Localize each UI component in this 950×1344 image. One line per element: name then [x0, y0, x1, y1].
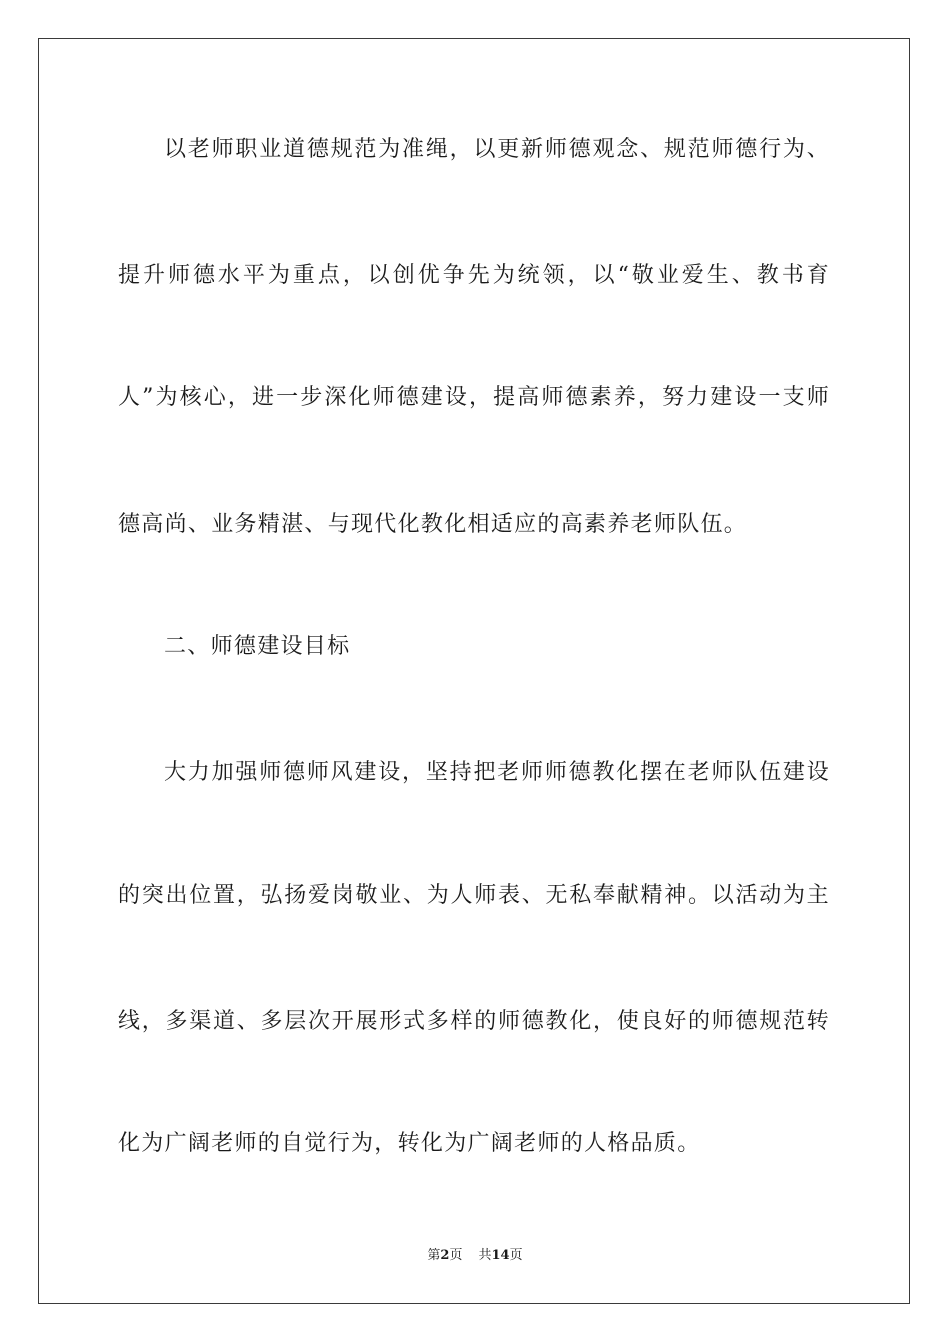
- paragraph-2-line-2: 的突出位置，弘扬爱岗敬业、为人师表、无私奉献精神。以活动为主: [118, 883, 830, 908]
- total-pages: 14: [491, 1248, 510, 1263]
- section-heading: 二、师德建设目标: [164, 634, 351, 659]
- total-prefix: 共: [478, 1248, 492, 1263]
- paragraph-1-line-3: 人”为核心，进一步深化师德建设，提高师德素养，努力建设一支师: [118, 385, 830, 410]
- paragraph-1-line-2: 提升师德水平为重点，以创优争先为统领，以“敬业爱生、教书育: [118, 263, 830, 288]
- page-footer: [0, 1247, 950, 1265]
- page-border: [38, 38, 910, 1304]
- paragraph-2-line-4: 化为广阔老师的自觉行为，转化为广阔老师的人格品质。: [118, 1131, 701, 1156]
- page-prefix: 第: [427, 1248, 441, 1263]
- total-suffix: 页: [509, 1248, 523, 1263]
- paragraph-1-line-1: 以老师职业道德规范为准绳，以更新师德观念、规范师德行为、: [164, 137, 830, 162]
- paragraph-2-line-3: 线，多渠道、多层次开展形式多样的师德教化，使良好的师德规范转: [118, 1009, 830, 1034]
- paragraph-2-line-1: 大力加强师德师风建设，坚持把老师师德教化摆在老师队伍建设: [164, 760, 830, 785]
- page-suffix: 页: [449, 1248, 463, 1263]
- page-number: 2: [440, 1248, 450, 1263]
- paragraph-1-line-4: 德高尚、业务精湛、与现代化教化相适应的高素养老师队伍。: [118, 512, 748, 537]
